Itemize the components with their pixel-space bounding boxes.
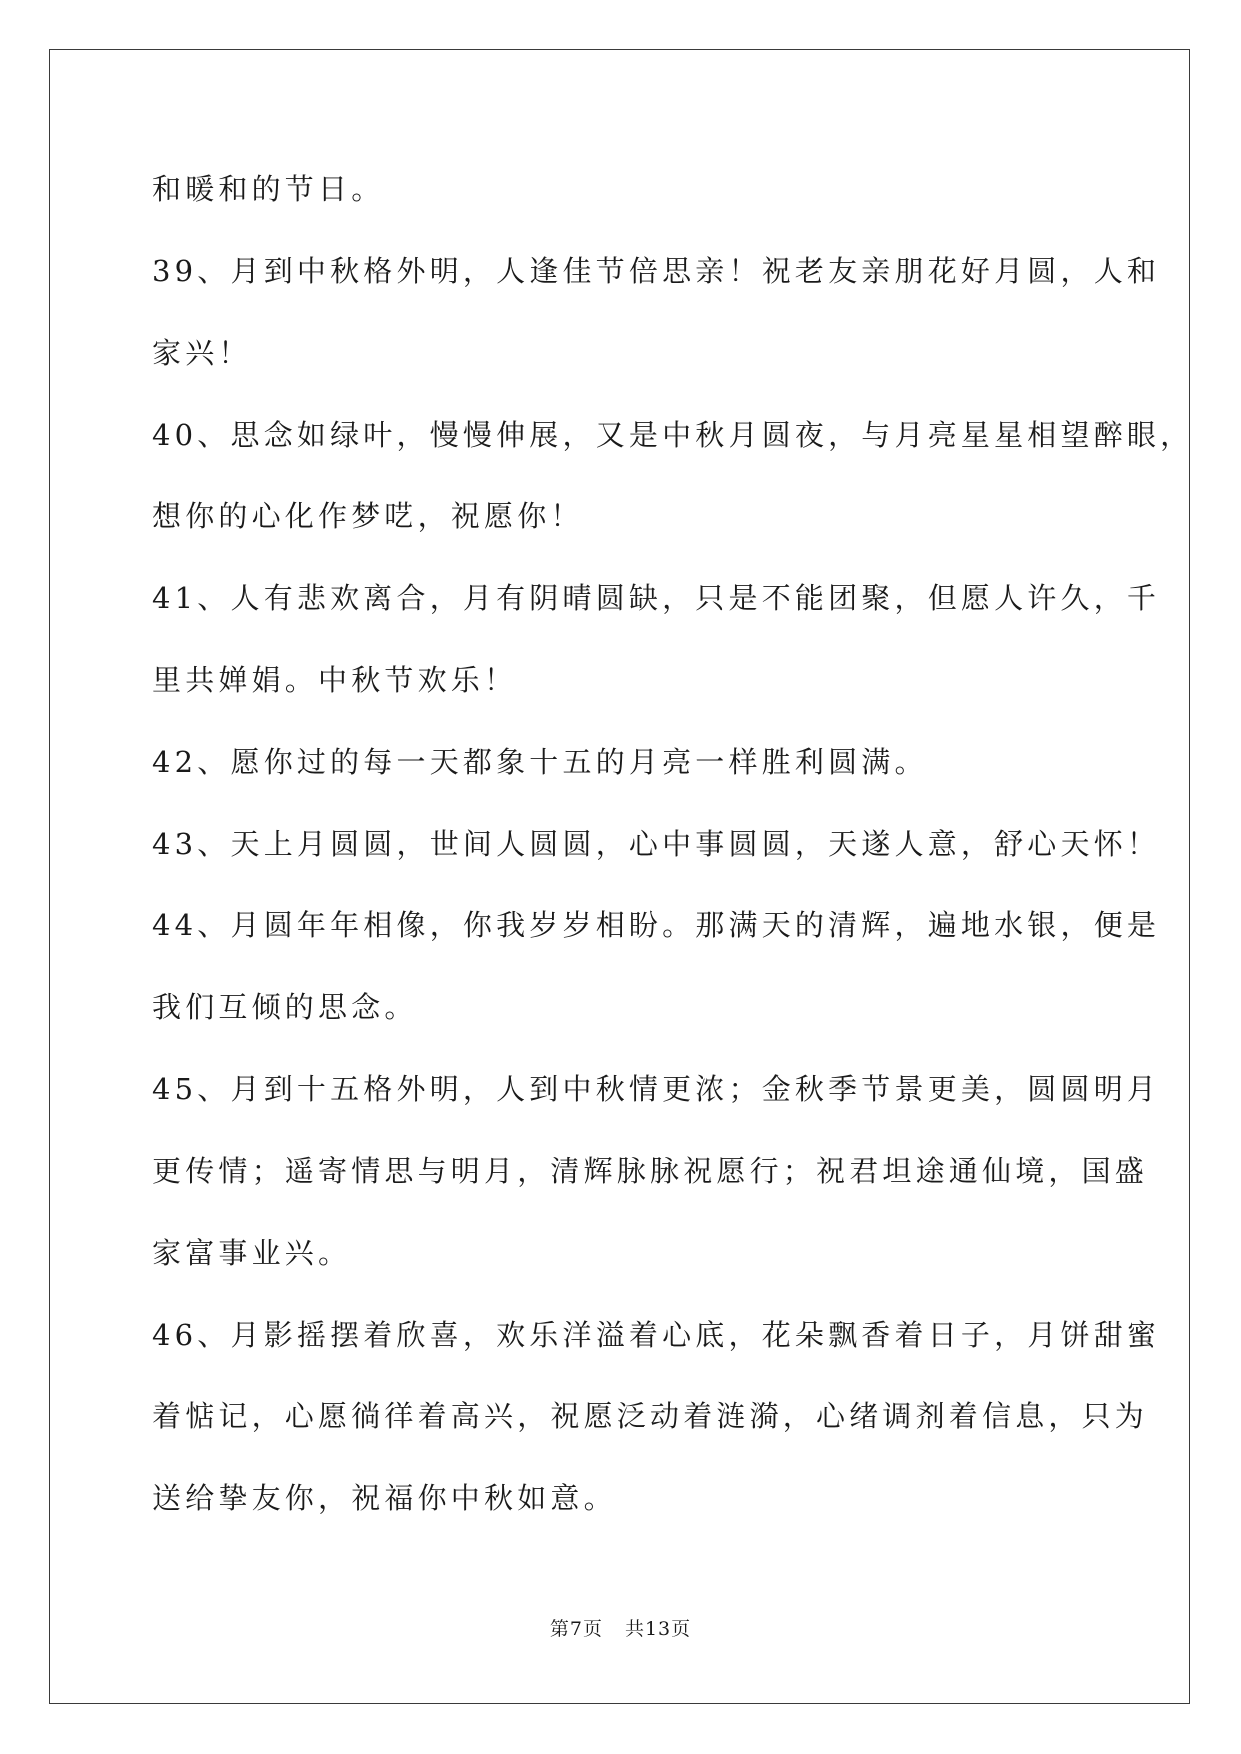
current-page-label: 第7页 (549, 1618, 603, 1640)
total-pages-label: 共13页 (624, 1618, 692, 1640)
text-line: 41、人有悲欢离合，月有阴晴圆缺，只是不能团聚，但愿人许久，千 (152, 581, 1161, 615)
text-line: 42、愿你过的每一天都象十五的月亮一样胜利圆满。 (152, 745, 928, 779)
page-footer (0, 1614, 1241, 1641)
text-line: 和暖和的节日。 (152, 172, 385, 206)
text-line: 里共婵娟。中秋节欢乐！ (152, 663, 518, 697)
page-border (49, 49, 1190, 1704)
text-line: 家富事业兴。 (152, 1236, 352, 1270)
text-line: 送给挚友你，祝福你中秋如意。 (152, 1481, 617, 1515)
text-line: 更传情；遥寄情思与明月，清辉脉脉祝愿行；祝君坦途通仙境，国盛 (152, 1154, 1149, 1188)
text-line: 我们互倾的思念。 (152, 990, 418, 1024)
text-line: 46、月影摇摆着欣喜，欢乐洋溢着心底，花朵飘香着日子，月饼甜蜜 (152, 1318, 1161, 1352)
text-line: 家兴！ (152, 336, 252, 370)
text-line: 想你的心化作梦呓，祝愿你！ (152, 499, 584, 533)
text-line: 45、月到十五格外明，人到中秋情更浓；金秋季节景更美，圆圆明月 (152, 1072, 1161, 1106)
text-line: 43、天上月圆圆，世间人圆圆，心中事圆圆，天遂人意，舒心天怀！ (152, 827, 1161, 861)
text-line: 着惦记，心愿徜徉着高兴，祝愿泛动着涟漪，心绪调剂着信息，只为 (152, 1399, 1149, 1433)
text-line: 40、思念如绿叶，慢慢伸展，又是中秋月圆夜，与月亮星星相望醉眼， (152, 418, 1194, 452)
text-line: 39、月到中秋格外明，人逢佳节倍思亲！祝老友亲朋花好月圆，人和 (152, 254, 1161, 288)
text-line: 44、月圆年年相像，你我岁岁相盼。那满天的清辉，遍地水银，便是 (152, 908, 1161, 942)
